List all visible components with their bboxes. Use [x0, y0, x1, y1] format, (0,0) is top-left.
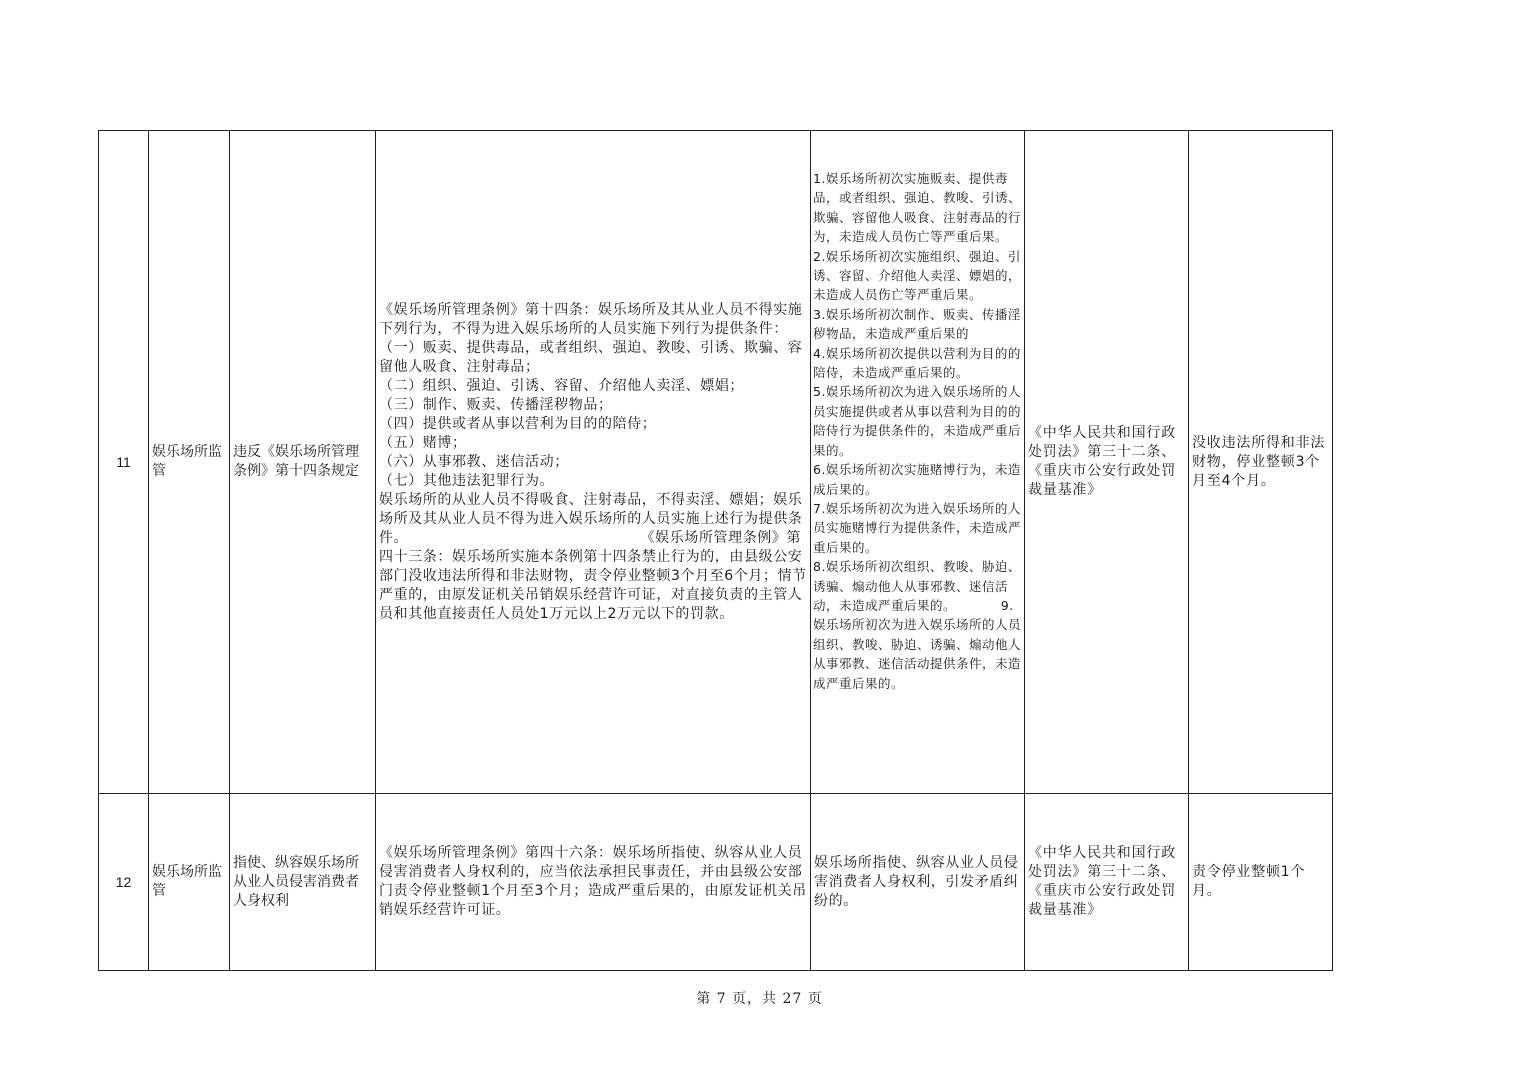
discretion-basis-cell: 《中华人民共和国行政处罚法》第三十二条、《重庆市公安行政处罚裁量基准》: [1025, 131, 1189, 794]
circumstance-cell: [811, 131, 1025, 794]
circumstance-text: 1.娱乐场所初次实施贩卖、提供毒品，或者组织、强迫、教唆、引诱、欺骗、容留他人吸食、注射毒品的行为，未造成人员伤亡等严重后果。 2.娱乐场所初次实施组织、强迫、引诱、容留、介绍他人卖淫、嫖娼的，未造成人员伤亡等严重后果。 3.娱乐场所初次制作、贩卖、传播淫秽物品，未造成严重后果的 4.娱乐场所初次提供以营利为目的的陪侍，未造成严重后果的。 5.娱乐场所初次为进入娱乐场所的人员实施提供或者从事以营利为目的的陪侍行为提供条件的，未造成严重后果的。 6.娱乐场所初次实施赌博行为，未造成后果的。 7.娱乐场所初次为进入娱乐场所的人员实施赌博行为提供条件，未造成严重后果的。 8.娱乐场所初次组织、教唆、胁迫、诱骗、煽动他人从事邪教、迷信活动，未造成严重后果的。 9.娱乐场所初次为进入娱乐场所的人员组织、教唆、胁迫、诱骗、煽动他人从事邪教、迷信活动提供条件，未造成严重后果的。: [813, 171, 1022, 691]
page-footer: 第 7 页，共 27 页: [696, 991, 823, 1007]
row-number: 11: [99, 131, 149, 794]
category-cell: 娱乐场所监管: [149, 794, 230, 971]
circumstance-cell: 娱乐场所指使、纵容从业人员侵害消费者人身权利，引发矛盾纠纷的。: [811, 794, 1025, 971]
regulation-table: [98, 130, 1333, 971]
category-cell: 娱乐场所监管: [149, 131, 230, 794]
legal-basis-cell: 《娱乐场所管理条例》第十四条：娱乐场所及其从业人员不得实施下列行为，不得为进入娱乐场所的人员实施下列行为提供条件： （一）贩卖、提供毒品，或者组织、强迫、教唆、引诱、欺骗、容留他人吸食、注射毒品； （二）组织、强迫、引诱、容留、介绍他人卖淫、嫖娼； （三）制作、贩卖、传播淫秽物品； （四）提供或者从事以营利为目的的陪侍； （五）赌博； （六）从事邪教、迷信活动； （七）其他违法犯罪行为。 娱乐场所的从业人员不得吸食、注射毒品，不得卖淫、嫖娼；娱乐场所及其从业人员不得为进入娱乐场所的人员实施上述行为提供条件。 《娱乐场所管理条例》第四十三条：娱乐场所实施本条例第十四条禁止行为的，由县级公安部门没收违法所得和非法财物，责令停业整顿3个月至6个月；情节严重的，由原发证机关吊销娱乐经营许可证，对直接负责的主管人员和其他直接责任人员处1万元以上2万元以下的罚款。: [376, 131, 811, 794]
violation-cell: 指使、纵容娱乐场所从业人员侵害消费者人身权利: [230, 794, 376, 971]
violation-cell: 违反《娱乐场所管理条例》第十四条规定: [230, 131, 376, 794]
table-row: [99, 794, 1333, 971]
discretion-basis-cell: 《中华人民共和国行政处罚法》第三十二条、《重庆市公安行政处罚裁量基准》: [1025, 794, 1189, 971]
penalty-cell: 没收违法所得和非法财物，停业整顿3个月至4个月。: [1189, 131, 1333, 794]
legal-basis-cell: 《娱乐场所管理条例》第四十六条：娱乐场所指使、纵容从业人员侵害消费者人身权利的，应当依法承担民事责任，并由县级公安部门责令停业整顿1个月至3个月；造成严重后果的，由原发证机关吊销娱乐经营许可证。: [376, 794, 811, 971]
row-number: 12: [99, 794, 149, 971]
table-row: [99, 131, 1333, 794]
penalty-cell: 责令停业整顿1个月。: [1189, 794, 1333, 971]
